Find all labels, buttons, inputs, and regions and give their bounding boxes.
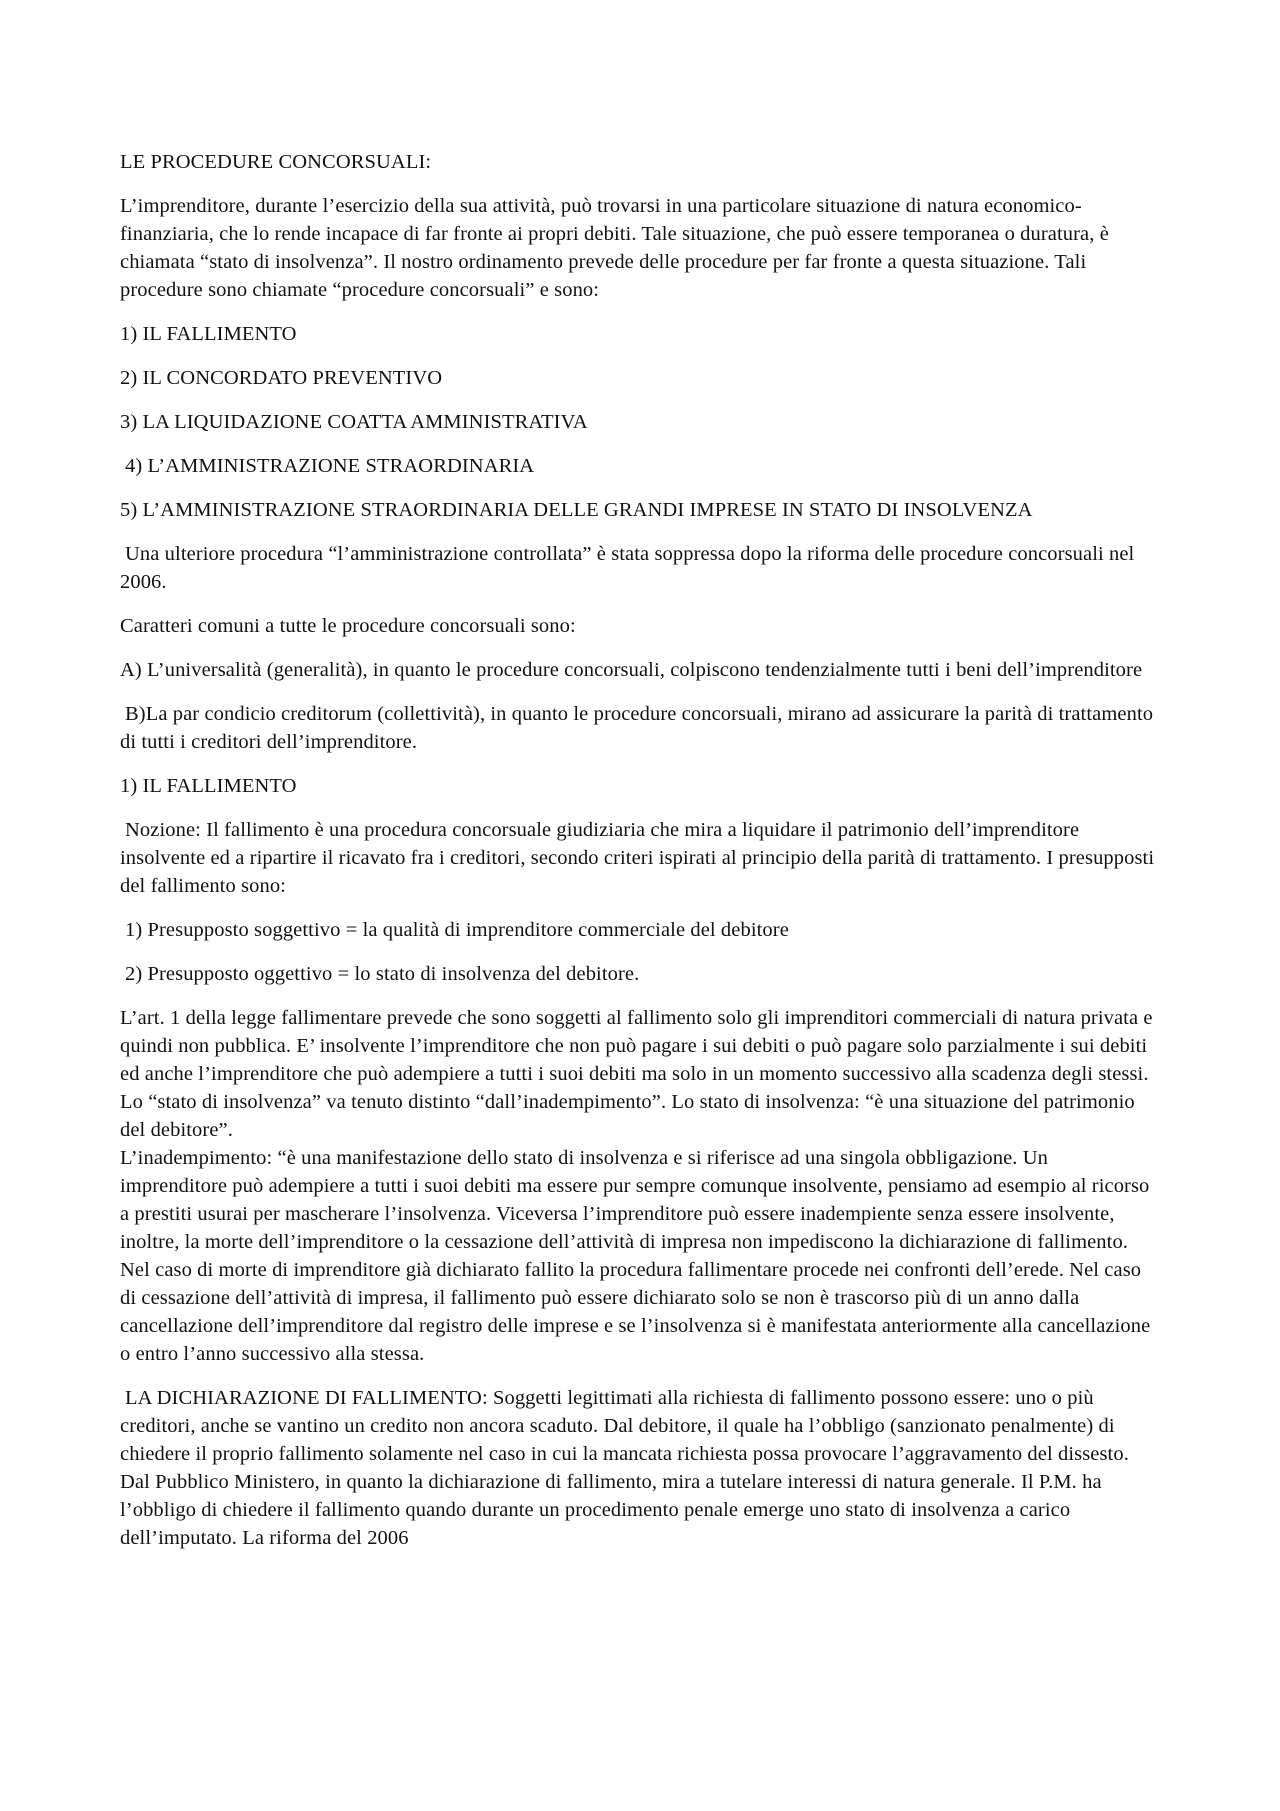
presupposto-soggettivo: 1) Presupposto soggettivo = la qualità di imprenditore commerciale del debitore — [125, 919, 789, 941]
intro-paragraph: L’imprenditore, durante l’esercizio della sua attività, può trovarsi in una particolare situazione di natura economico-finanziaria, che lo rende incapace di far fronte ai propri debiti. Tale situazione, che può essere temporanea o duratura, è chiamata “stato di insolvenza”. Il nostro ordinamento prevede delle procedure per far fronte a questa situazione. Tali procedure sono chiamate “procedure concorsuali” e sono: — [120, 195, 1109, 301]
caratteri-intro: Caratteri comuni a tutte le procedure concorsuali sono: — [120, 615, 576, 637]
caratteri-par-condicio: B)La par condicio creditorum (collettività), in quanto le procedure concorsuali, mirano ad assicurare la parità di trattamento di tutti i creditori dell’imprenditore. — [120, 703, 1154, 753]
list-item-concordato: 2) IL CONCORDATO PREVENTIVO — [120, 367, 443, 389]
document-heading: LE PROCEDURE CONCORSUALI: — [120, 151, 432, 173]
section-title-fallimento: 1) IL FALLIMENTO — [120, 775, 297, 797]
dichiarazione-paragraph: LA DICHIARAZIONE DI FALLIMENTO: Soggetti legittimati alla richiesta di fallimento possono essere: uno o più creditori, anche se vantino un credito non ancora scaduto. Dal debitore, il quale ha l’obbligo (sanzionato penalmente) di chiedere il proprio fallimento solamente nel caso in cui la mancata richiesta possa provocare l’aggravamento del dissesto. Dal Pubblico Ministero, in quanto la dichiarazione di fallimento, mira a tutelare interessi di natura generale. Il P.M. ha l’obbligo di chiedere il fallimento quando durante un procedimento penale emerge uno stato di insolvenza a carico dell’imputato. La riforma del 2006 — [120, 1387, 1129, 1549]
caratteri-universalita: A) L’universalità (generalità), in quanto le procedure concorsuali, colpiscono tendenzialmente tutti i beni dell’imprenditore — [120, 659, 1143, 681]
nozione-paragraph: Nozione: Il fallimento è una procedura concorsuale giudiziaria che mira a liquidare il patrimonio dell’imprenditore insolvente ed a ripartire il ricavato fra i creditori, secondo criteri ispirati al principio della parità di trattamento. I presupposti del fallimento sono: — [120, 819, 1155, 897]
list-item-grandi-imprese: 5) L’AMMINISTRAZIONE STRAORDINARIA DELLE GRANDI IMPRESE IN STATO DI INSOLVENZA — [120, 499, 1033, 521]
presupposto-oggettivo: 2) Presupposto oggettivo = lo stato di insolvenza del debitore. — [125, 963, 640, 985]
list-item-liquidazione: 3) LA LIQUIDAZIONE COATTA AMMINISTRATIVA — [120, 411, 588, 433]
inadempimento-paragraph: L’inadempimento: “è una manifestazione dello stato di insolvenza e si riferisce ad una singola obbligazione. Un imprenditore può adempiere a tutti i suoi debiti ma essere pur sempre comunque insolvente, pensiamo ad esempio al ricorso a prestiti usurai per mascherare l’insolvenza. Viceversa l’imprenditore può essere inadempiente senza essere insolvente, inoltre, la morte dell’imprenditore o la cessazione dell’attività di impresa non impediscono la dichiarazione di fallimento. Nel caso di morte di imprenditore già dichiarato fallito la procedura fallimentare procede nei confronti dell’erede. Nel caso di cessazione dell’attività di impresa, il fallimento può essere dichiarato solo se non è trascorso più di un anno dalla cancellazione dell’imprenditore dal registro delle imprese e se l’insolvenza si è manifestata anteriormente alla cancellazione o entro l’anno successivo alla stessa. — [120, 1147, 1151, 1365]
list-item-fallimento: 1) IL FALLIMENTO — [120, 323, 297, 345]
art1-paragraph: L’art. 1 della legge fallimentare prevede che sono soggetti al fallimento solo gli imprenditori commerciali di natura privata e quindi non pubblica. E’ insolvente l’imprenditore che non può pagare i sui debiti o può pagare solo parzialmente i sui debiti ed anche l’imprenditore che può adempiere a tutti i suoi debiti ma solo in un momento successivo alla scadenza degli stessi. Lo “stato di insolvenza” va tenuto distinto “dall’inadempimento”. Lo stato di insolvenza: “è una situazione del patrimonio del debitore”. — [120, 1007, 1153, 1141]
document-body — [120, 148, 1160, 1568]
ulteriore-paragraph: Una ulteriore procedura “l’amministrazione controllata” è stata soppressa dopo la riforma delle procedure concorsuali nel 2006. — [120, 543, 1135, 593]
list-item-amministrazione: 4) L’AMMINISTRAZIONE STRAORDINARIA — [125, 455, 535, 477]
